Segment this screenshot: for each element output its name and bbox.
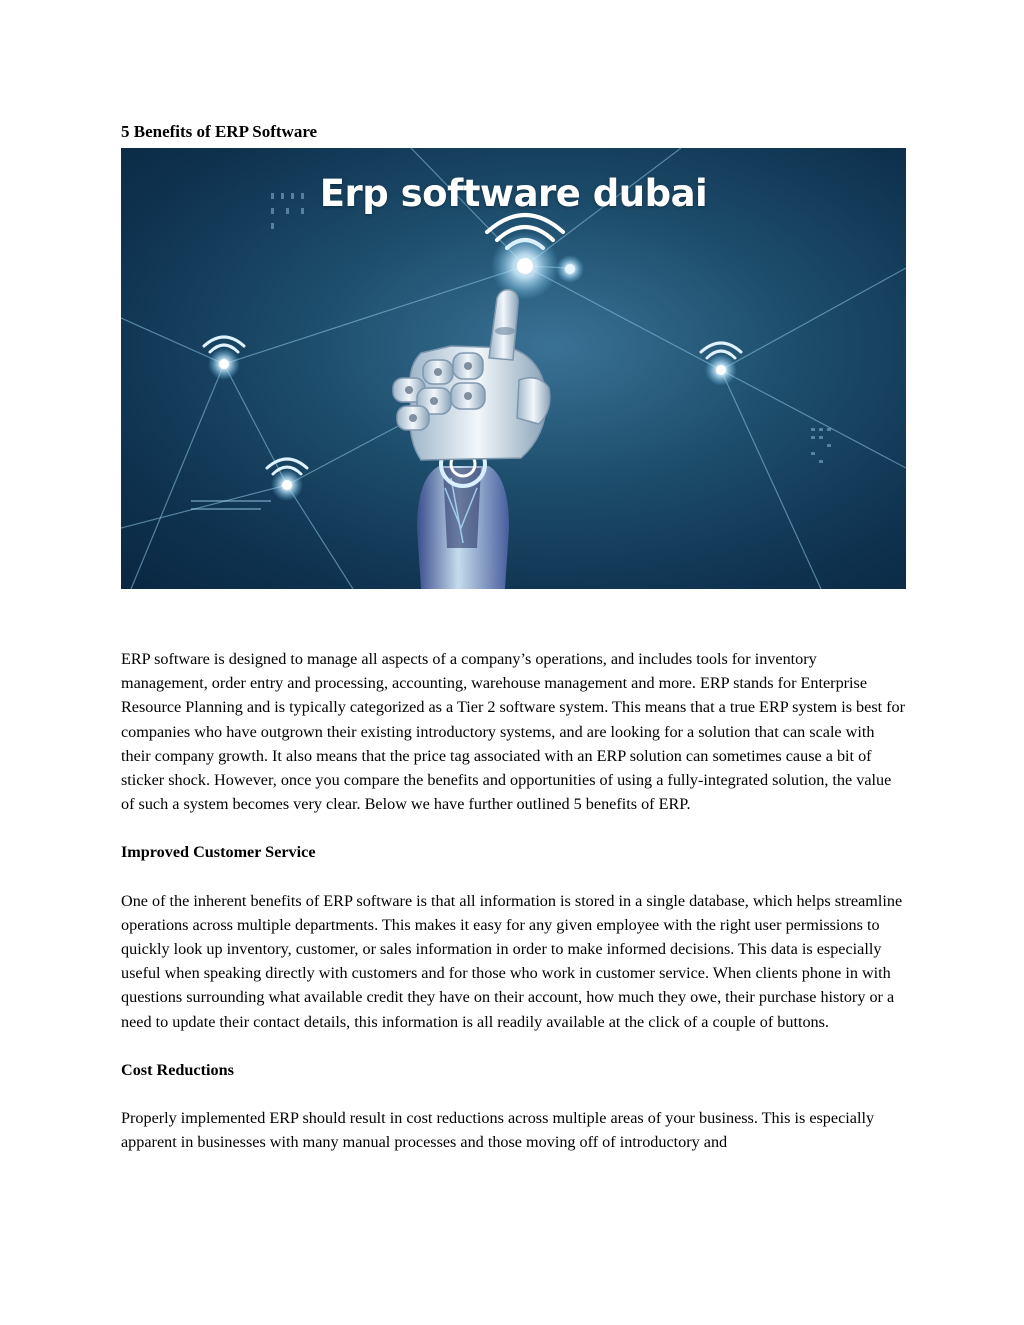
hero-image bbox=[121, 148, 906, 589]
section-heading-cost-reductions: Cost Reductions bbox=[121, 1060, 234, 1079]
document-page bbox=[121, 118, 907, 1178]
document-title: 5 Benefits of ERP Software bbox=[121, 122, 318, 141]
section-body-cost-reductions: Properly implemented ERP should result in cost reductions across multiple areas of your business. This is especially apparent in businesses with many manual processes and those moving off of introductory and bbox=[121, 1109, 875, 1152]
hero-heading: Erp software dubai bbox=[319, 172, 708, 215]
section-heading-customer-service: Improved Customer Service bbox=[121, 843, 316, 862]
section-body-customer-service: One of the inherent benefits of ERP software is that all information is stored in a single database, which helps streamline operations across multiple departments. This makes it easy for any given employee with the right user permissions to quickly look up inventory, customer, or sales information in order to make informed decisions. This data is especially useful when speaking directly with customers and for those who work in customer service. When clients phone in with questions surrounding what available credit they have on their account, how much they owe, their purchase history or a need to update their contact details, this information is all readily available at the click of a couple of buttons. bbox=[121, 891, 903, 1031]
intro-paragraph: ERP software is designed to manage all aspects of a company’s operations, and includes tools for inventory management, order entry and processing, accounting, warehouse management and more. ERP stands for Enterprise Resource Planning and is typically categorized as a Tier 2 software system. This means that a true ERP system is best for companies who have outgrown their existing introductory systems, and are looking for a solution that can scale with their company growth. It also means that the price tag associated with an ERP solution can sometimes cause a bit of sticker shock. However, once you compare the benefits and opportunities of using a fully-integrated solution, the value of such a system becomes very clear. Below we have further outlined 5 benefits of ERP. bbox=[121, 650, 906, 814]
